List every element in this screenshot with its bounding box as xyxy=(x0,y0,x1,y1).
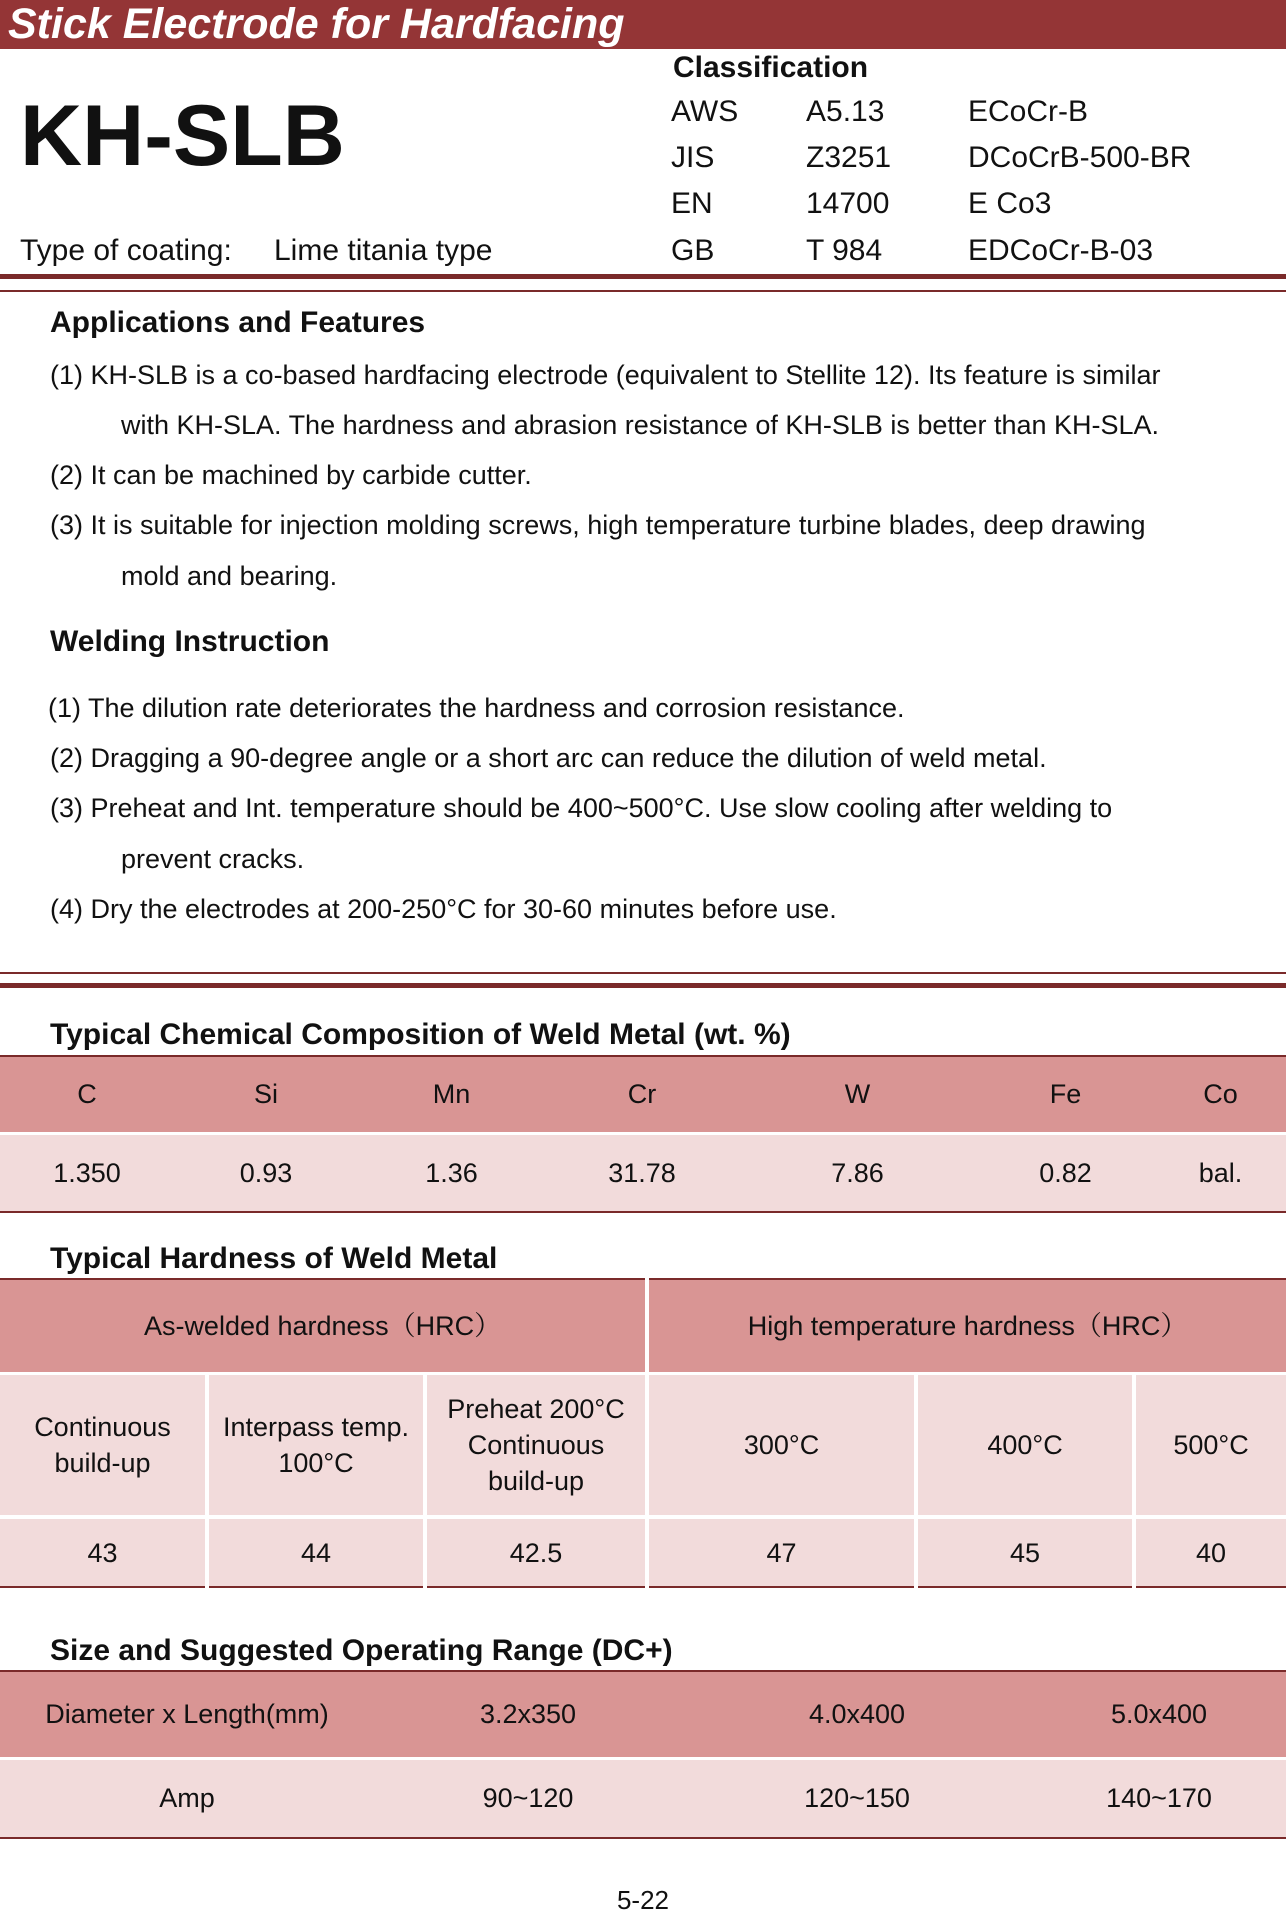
size-table xyxy=(0,1670,1286,1839)
amp-value: 90~120 xyxy=(374,1758,682,1838)
hardness-value: 42.5 xyxy=(425,1517,647,1587)
diameter-value: 4.0x400 xyxy=(682,1671,1032,1758)
welding-line: prevent cracks. xyxy=(121,844,305,874)
chemical-table xyxy=(0,1055,1286,1213)
hardness-group-row xyxy=(0,1279,1286,1373)
diameter-value: 5.0x400 xyxy=(1032,1671,1286,1758)
divider-thin xyxy=(0,972,1286,974)
element-header: W xyxy=(739,1056,976,1133)
coating-label: Type of coating: xyxy=(20,234,232,267)
amp-value: 120~150 xyxy=(682,1758,1032,1838)
diameter-label: Diameter x Length(mm) xyxy=(0,1671,374,1758)
banner-title: Stick Electrode for Hardfacing xyxy=(8,0,625,48)
element-header: Cr xyxy=(545,1056,739,1133)
element-value: 7.86 xyxy=(739,1133,976,1212)
class-std: GB xyxy=(671,234,715,267)
high-temp-header: High temperature hardness（HRC） xyxy=(647,1279,1286,1373)
class-value: ECoCr-B xyxy=(968,95,1089,128)
condition-header: Interpass temp. 100°C xyxy=(207,1373,425,1517)
hardness-value: 43 xyxy=(0,1517,207,1587)
element-header: C xyxy=(0,1056,174,1133)
hardness-value-row xyxy=(0,1517,1286,1587)
size-heading: Size and Suggested Operating Range (DC+) xyxy=(50,1634,673,1667)
element-header: Mn xyxy=(358,1056,545,1133)
element-value: bal. xyxy=(1155,1133,1286,1212)
welding-line: (1) The dilution rate deteriorates the hardness and corrosion resistance. xyxy=(48,693,905,723)
diameter-value: 3.2x350 xyxy=(374,1671,682,1758)
product-name: KH-SLB xyxy=(20,88,345,184)
element-value: 1.350 xyxy=(0,1133,174,1212)
welding-line: (3) Preheat and Int. temperature should be 400~500°C. Use slow cooling after welding to xyxy=(50,793,1113,823)
applications-line: (3) It is suitable for injection molding screws, high temperature turbine blades, deep drawing xyxy=(50,510,1146,540)
class-spec: A5.13 xyxy=(806,95,885,128)
class-value: EDCoCr-B-03 xyxy=(968,234,1154,267)
temperature-header: 500°C xyxy=(1134,1373,1286,1517)
hardness-table xyxy=(0,1278,1286,1588)
element-header: Co xyxy=(1155,1056,1286,1133)
applications-line: mold and bearing. xyxy=(121,561,338,591)
temperature-header: 400°C xyxy=(916,1373,1134,1517)
element-header: Si xyxy=(174,1056,358,1133)
class-std: AWS xyxy=(671,95,739,128)
coating-value: Lime titania type xyxy=(274,234,493,267)
condition-header: Continuous build-up xyxy=(0,1373,207,1517)
page-number: 5-22 xyxy=(616,1885,670,1915)
element-value: 0.82 xyxy=(976,1133,1155,1212)
applications-heading: Applications and Features xyxy=(50,306,426,339)
chemical-value-row xyxy=(0,1133,1286,1212)
class-spec: 14700 xyxy=(806,187,890,220)
element-header: Fe xyxy=(976,1056,1155,1133)
element-value: 31.78 xyxy=(545,1133,739,1212)
banner xyxy=(0,0,1286,49)
amp-value: 140~170 xyxy=(1032,1758,1286,1838)
amp-label: Amp xyxy=(0,1758,374,1838)
welding-line: (4) Dry the electrodes at 200-250°C for 30-60 minutes before use. xyxy=(50,894,837,924)
class-spec: T 984 xyxy=(806,234,883,267)
applications-line: (2) It can be machined by carbide cutter. xyxy=(50,460,532,490)
temperature-header: 300°C xyxy=(647,1373,916,1517)
classification-heading: Classification xyxy=(673,51,869,84)
applications-line: with KH-SLA. The hardness and abrasion resistance of KH-SLB is better than KH-SLA. xyxy=(121,410,1160,440)
hardness-value: 45 xyxy=(916,1517,1134,1587)
divider-thick xyxy=(0,983,1286,988)
class-std: JIS xyxy=(671,141,715,174)
as-welded-header: As-welded hardness（HRC） xyxy=(0,1279,647,1373)
size-diameter-row xyxy=(0,1671,1286,1758)
size-amp-row xyxy=(0,1758,1286,1838)
chemical-heading: Typical Chemical Composition of Weld Metal (wt. %) xyxy=(50,1018,791,1051)
class-value: E Co3 xyxy=(968,187,1052,220)
chemical-header-row xyxy=(0,1056,1286,1133)
class-std: EN xyxy=(671,187,713,220)
welding-line: (2) Dragging a 90-degree angle or a short arc can reduce the dilution of weld metal. xyxy=(50,743,1047,773)
hardness-sub-row xyxy=(0,1373,1286,1517)
divider-thick xyxy=(0,274,1286,279)
hardness-heading: Typical Hardness of Weld Metal xyxy=(50,1242,498,1275)
hardness-value: 47 xyxy=(647,1517,916,1587)
hardness-value: 40 xyxy=(1134,1517,1286,1587)
condition-header: Preheat 200°C Continuous build-up xyxy=(425,1373,647,1517)
applications-line: (1) KH-SLB is a co-based hardfacing electrode (equivalent to Stellite 12). Its feature is similar xyxy=(50,360,1161,390)
class-value: DCoCrB-500-BR xyxy=(968,141,1192,174)
welding-heading: Welding Instruction xyxy=(50,625,330,658)
element-value: 0.93 xyxy=(174,1133,358,1212)
hardness-value: 44 xyxy=(207,1517,425,1587)
element-value: 1.36 xyxy=(358,1133,545,1212)
divider-thin xyxy=(0,290,1286,292)
class-spec: Z3251 xyxy=(806,141,892,174)
